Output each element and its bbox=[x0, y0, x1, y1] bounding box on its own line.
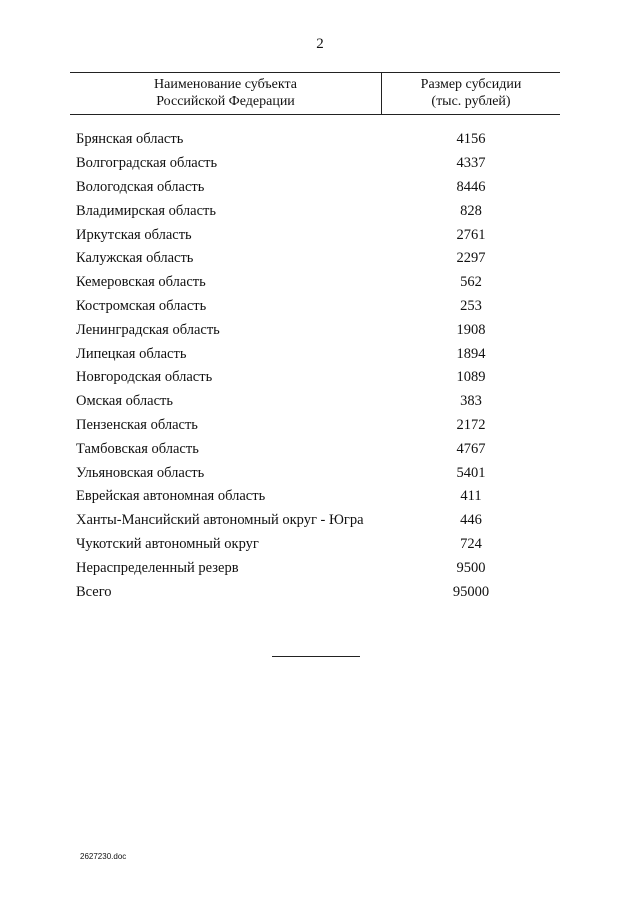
region-name: Ханты-Мансийский автономный округ - Югра bbox=[76, 512, 364, 529]
subsidy-amount: 2761 bbox=[456, 226, 486, 243]
region-name: Ульяновская область bbox=[76, 464, 205, 481]
subsidy-amount: 562 bbox=[460, 274, 482, 291]
subsidy-amount: 1894 bbox=[456, 345, 486, 362]
table-row bbox=[76, 199, 560, 223]
subsidy-amount: 1089 bbox=[456, 369, 486, 386]
table-row bbox=[76, 485, 560, 509]
footer-filename: 2627230.doc bbox=[80, 852, 127, 861]
table-row bbox=[76, 318, 560, 342]
table-row bbox=[76, 461, 560, 485]
table-row bbox=[76, 366, 560, 390]
subsidy-amount: 8446 bbox=[456, 178, 486, 195]
subsidy-amount: 383 bbox=[460, 393, 482, 410]
subsidy-amount: 4337 bbox=[456, 155, 486, 172]
subsidy-amount: 4156 bbox=[456, 131, 486, 148]
subsidy-amount: 411 bbox=[460, 488, 482, 505]
subsidy-amount: 95000 bbox=[452, 583, 490, 600]
region-name: Иркутская область bbox=[76, 226, 192, 243]
subsidy-amount: 828 bbox=[460, 202, 482, 219]
header-subsidy-amount-line2: (тыс. рублей) bbox=[431, 94, 511, 109]
table-row bbox=[76, 580, 560, 604]
end-of-table-rule bbox=[272, 656, 360, 657]
region-name: Кемеровская область bbox=[76, 274, 206, 291]
subsidy-amount: 1908 bbox=[456, 321, 486, 338]
table-row bbox=[76, 295, 560, 319]
region-name: Брянская область bbox=[76, 131, 184, 148]
region-name: Омская область bbox=[76, 393, 173, 410]
region-name: Волгоградская область bbox=[76, 155, 218, 172]
region-name: Чукотский автономный округ bbox=[76, 535, 259, 552]
table-row bbox=[76, 223, 560, 247]
header-region-name-line2: Российской Федерации bbox=[156, 94, 295, 109]
header-subsidy-amount-line1: Размер субсидии bbox=[420, 77, 522, 92]
region-name: Костромская область bbox=[76, 297, 207, 314]
region-name: Пензенская область bbox=[76, 416, 198, 433]
subsidy-amount: 724 bbox=[460, 535, 482, 552]
header-region-name-line1: Наименование субъекта bbox=[154, 77, 297, 92]
subsidy-amount: 2172 bbox=[456, 416, 486, 433]
region-name: Нераспределенный резерв bbox=[76, 559, 239, 576]
header-region-name bbox=[70, 76, 381, 110]
table-row bbox=[76, 271, 560, 295]
table-row bbox=[76, 437, 560, 461]
region-name: Вологодская область bbox=[76, 178, 205, 195]
region-name: Новгородская область bbox=[76, 369, 213, 386]
table-row bbox=[76, 176, 560, 200]
table-header-bottom-rule bbox=[70, 114, 560, 115]
region-name: Тамбовская область bbox=[76, 440, 199, 457]
subsidy-amount: 4767 bbox=[456, 440, 486, 457]
subsidy-amount: 253 bbox=[460, 297, 482, 314]
region-name: Липецкая область bbox=[76, 345, 187, 362]
table-top-rule bbox=[70, 72, 560, 73]
table-row bbox=[76, 533, 560, 557]
region-name: Ленинградская область bbox=[76, 321, 220, 338]
region-name: Всего bbox=[76, 583, 112, 600]
page-number: 2 bbox=[316, 36, 324, 52]
subsidy-amount: 446 bbox=[460, 512, 482, 529]
table-row bbox=[76, 152, 560, 176]
region-name: Еврейская автономная область bbox=[76, 488, 266, 505]
table-row bbox=[76, 414, 560, 438]
table-row bbox=[76, 390, 560, 414]
table-row bbox=[76, 509, 560, 533]
subsidy-amount: 5401 bbox=[456, 464, 486, 481]
table-row bbox=[76, 342, 560, 366]
header-subsidy-amount bbox=[382, 76, 560, 110]
subsidy-amount: 2297 bbox=[456, 250, 486, 267]
subsidy-amount: 9500 bbox=[456, 559, 486, 576]
table-row bbox=[76, 128, 560, 152]
table-row bbox=[76, 247, 560, 271]
table-row bbox=[76, 556, 560, 580]
table-body bbox=[76, 128, 560, 604]
region-name: Калужская область bbox=[76, 250, 194, 267]
region-name: Владимирская область bbox=[76, 202, 216, 219]
